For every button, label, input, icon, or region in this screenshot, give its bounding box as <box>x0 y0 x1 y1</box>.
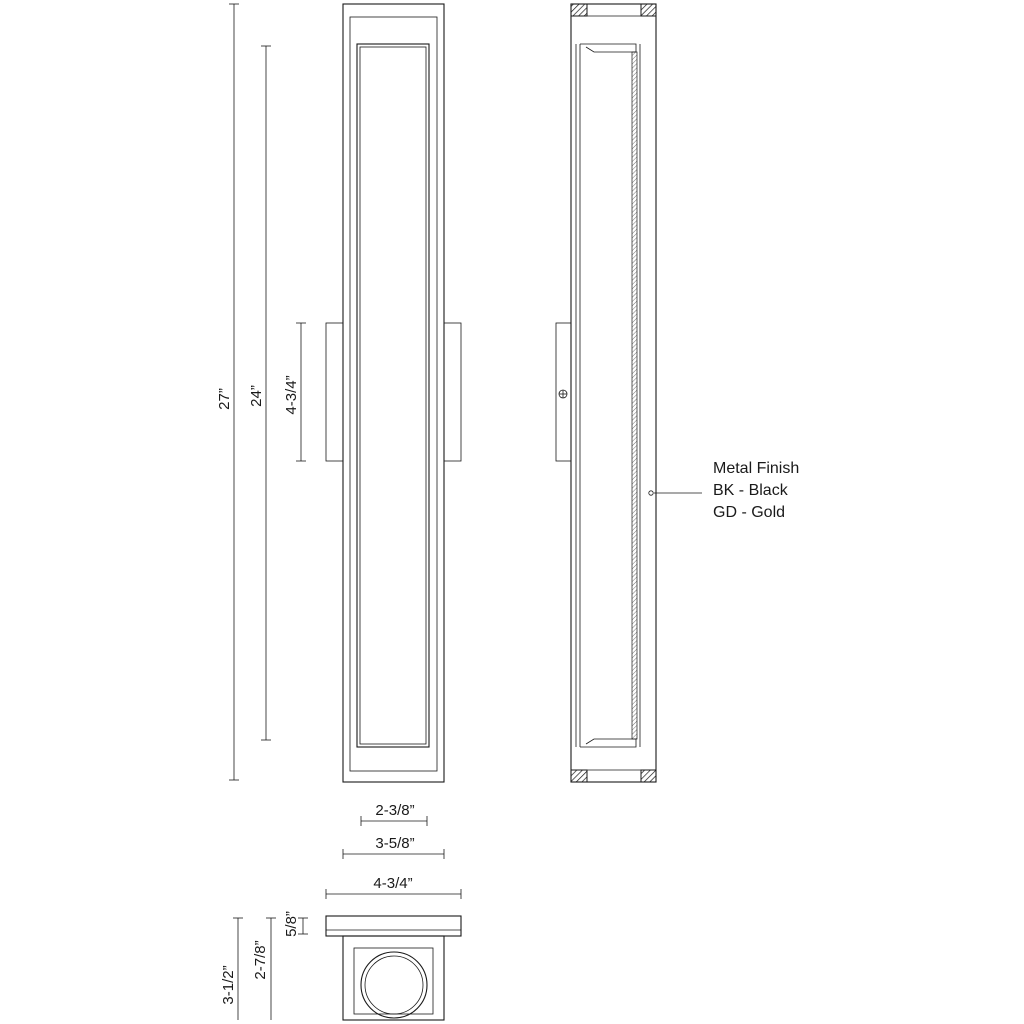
front-view <box>326 4 461 782</box>
finish-callout <box>649 460 799 521</box>
callout-option-bk: BK - Black <box>713 482 788 499</box>
callout-title: Metal Finish <box>713 460 800 477</box>
top-lamp-outer <box>361 952 427 1018</box>
dim-shade-width-label: 2-3/8” <box>375 802 415 819</box>
front-backplate-right <box>444 323 461 461</box>
top-plate <box>326 916 461 936</box>
front-shade <box>357 44 429 747</box>
side-bottom-cap-right <box>641 770 656 782</box>
dim-frame-width <box>343 835 444 859</box>
side-bottom-cap-left <box>571 770 587 782</box>
callout-dot <box>649 491 653 495</box>
side-diffuser <box>632 52 637 739</box>
dim-top-depth <box>283 911 308 937</box>
side-backplate <box>556 323 571 461</box>
dim-shade-width <box>361 802 427 826</box>
dim-overall-width-label: 4-3/4” <box>373 875 413 892</box>
dim-shade-height-label: 24” <box>248 385 265 407</box>
dim-shade-height <box>248 46 271 740</box>
dim-top-depth-label: 5/8” <box>283 911 300 937</box>
dim-overall-height-label: 27” <box>216 388 233 410</box>
side-top-cap-right <box>641 4 656 16</box>
top-body <box>343 936 444 1020</box>
side-view <box>556 4 656 782</box>
dim-base-depth <box>252 918 276 1020</box>
side-shade-top <box>580 44 636 52</box>
side-shade-bottom <box>580 739 636 747</box>
dim-overall-width <box>326 875 461 899</box>
dim-overall-depth <box>220 918 243 1020</box>
side-outer-frame <box>571 4 656 782</box>
front-shade-inner <box>360 47 426 744</box>
front-inner-frame <box>350 17 437 771</box>
dim-frame-width-label: 3-5/8” <box>375 835 415 852</box>
side-top-cap-left <box>571 4 587 16</box>
dim-backplate-height-label: 4-3/4” <box>283 375 300 415</box>
dim-base-depth-label: 2-7/8” <box>252 940 269 980</box>
dim-backplate-height <box>283 323 306 461</box>
dim-overall-height <box>216 4 239 780</box>
callout-option-gd: GD - Gold <box>713 504 786 521</box>
top-lamp-inner <box>365 956 423 1014</box>
front-backplate-left <box>326 323 343 461</box>
dim-overall-depth-label: 3-1/2” <box>220 965 237 1005</box>
top-view <box>326 916 461 1020</box>
